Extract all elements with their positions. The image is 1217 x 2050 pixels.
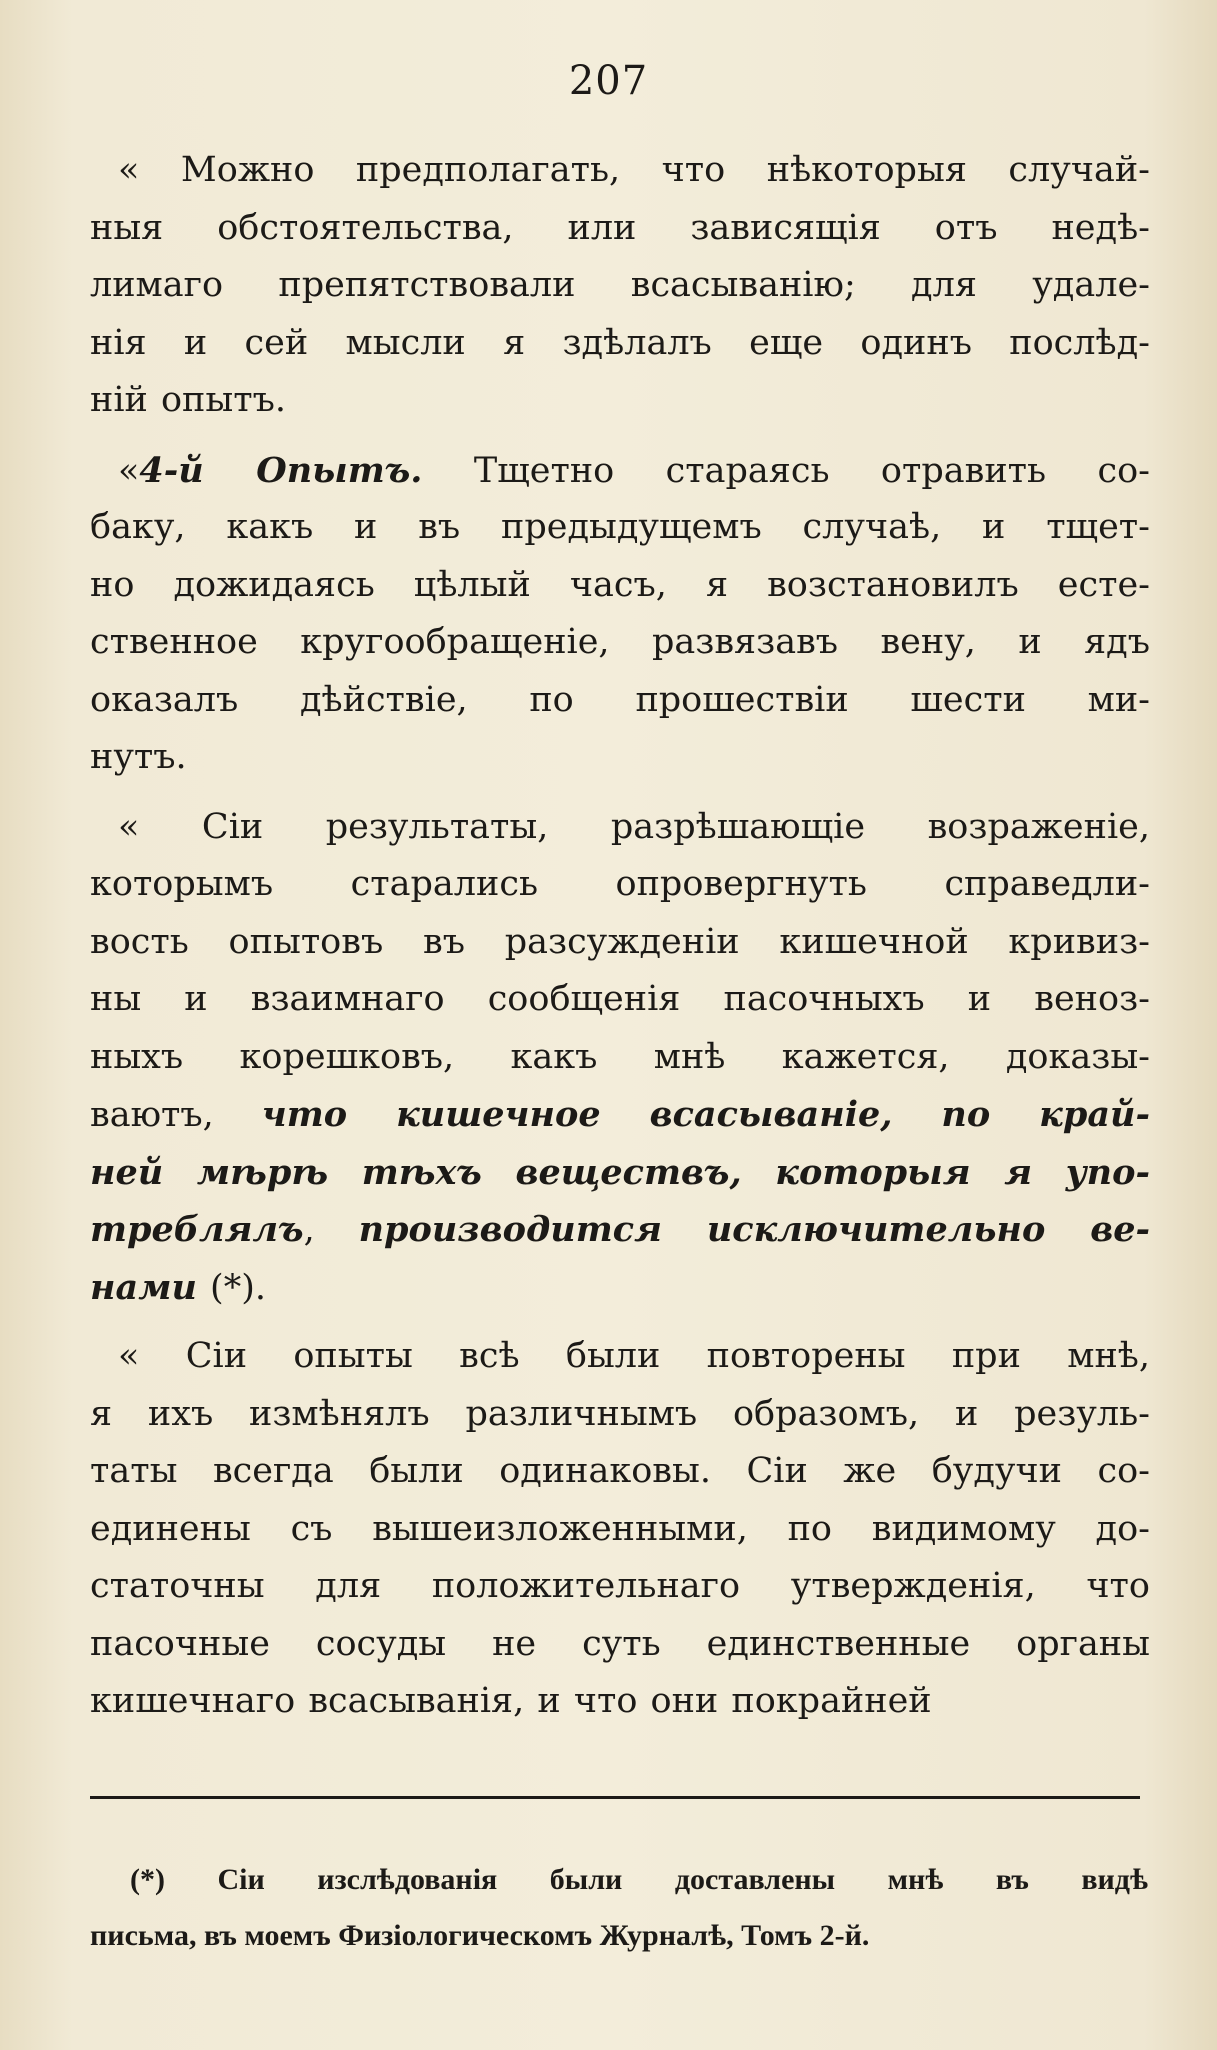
text-line: « Сіи результаты, разрѣшающіе возраженіе, bbox=[118, 806, 1150, 847]
text-line: ственное кругообращеніе, развязавъ вену, и ядъ bbox=[90, 622, 1150, 662]
text-line: «4-й Опытъ. Тщетно стараясь отравить со- bbox=[118, 449, 1150, 491]
text-line: лимаго препятствовали всасыванію; для удале- bbox=[90, 265, 1150, 305]
italic-text: что кишечное всасываніе, по край- bbox=[261, 1094, 1150, 1135]
text-line: баку, какъ и въ предыдущемъ случаѣ, и тщет- bbox=[90, 507, 1150, 547]
footnote bbox=[90, 1852, 1148, 1964]
text-line: кишечнаго всасыванія, и что они покрайней bbox=[90, 1681, 932, 1721]
text-line: нутъ. bbox=[90, 737, 187, 777]
italic-text: производится исключительно ве- bbox=[358, 1209, 1150, 1250]
paragraph bbox=[90, 799, 1150, 1317]
main-text bbox=[90, 142, 1150, 1743]
text-line: ній опытъ. bbox=[90, 380, 286, 420]
text-line: которымъ старались опровергнуть справедли- bbox=[90, 864, 1150, 904]
text-line: нами (*). bbox=[90, 1266, 266, 1308]
footnote-line: письма, въ моемъ Физіологическомъ Журналѣ, Томъ 2-й. bbox=[90, 1919, 870, 1952]
text-line: « Можно предполагать, что нѣкоторыя случай- bbox=[118, 150, 1150, 190]
page-number: 207 bbox=[568, 58, 649, 104]
text-line: треблялъ, производится исключительно ве- bbox=[90, 1209, 1150, 1250]
text-line: статочны для положительнаго утвержденія, что bbox=[90, 1566, 1150, 1606]
text-line: ныя обстоятельства, или зависящія отъ недѣ- bbox=[90, 207, 1150, 248]
text-line: нія и сей мысли я здѣлалъ еще одинъ послѣд- bbox=[90, 322, 1150, 363]
text-line: ваютъ, что кишечное всасываніе, по край- bbox=[90, 1094, 1150, 1135]
text-line: ныхъ корешковъ, какъ мнѣ кажется, доказы- bbox=[90, 1036, 1150, 1077]
text-line: я ихъ измѣнялъ различнымъ образомъ, и резуль- bbox=[90, 1393, 1150, 1434]
text-line: « Сіи опыты всѣ были повторены при мнѣ, bbox=[118, 1336, 1150, 1376]
text-line: ны и взаимнаго сообщенія пасочныхъ и веноз- bbox=[90, 979, 1150, 1019]
italic-text: 4-й Опытъ. bbox=[139, 449, 423, 491]
text-line: единены съ вышеизложенными, по видимому до- bbox=[90, 1508, 1150, 1549]
paragraph bbox=[90, 1328, 1150, 1731]
footnote-line: (*) Сіи изслѣдованія были доставлены мнѣ въ видѣ bbox=[130, 1863, 1148, 1896]
text-line: вость опытовъ въ разсужденіи кишечной кривиз- bbox=[90, 921, 1150, 962]
text-line: оказалъ дѣйствіе, по прошествіи шести ми- bbox=[90, 679, 1150, 720]
paragraph bbox=[90, 142, 1150, 430]
text-line: но дожидаясь цѣлый часъ, я возстановилъ есте- bbox=[90, 564, 1150, 605]
italic-text: нами bbox=[90, 1266, 197, 1308]
footnote-divider bbox=[90, 1796, 1140, 1799]
italic-text: треблялъ bbox=[90, 1209, 304, 1250]
paragraph bbox=[90, 442, 1150, 787]
italic-text: ней мѣрѣ тѣхъ веществъ, которыя я упо- bbox=[90, 1151, 1150, 1193]
text-line: пасочные сосуды не суть единственные органы bbox=[90, 1623, 1150, 1664]
text-line: таты всегда были одинаковы. Сіи же будучи со- bbox=[90, 1451, 1150, 1491]
text-line bbox=[90, 1144, 1150, 1202]
